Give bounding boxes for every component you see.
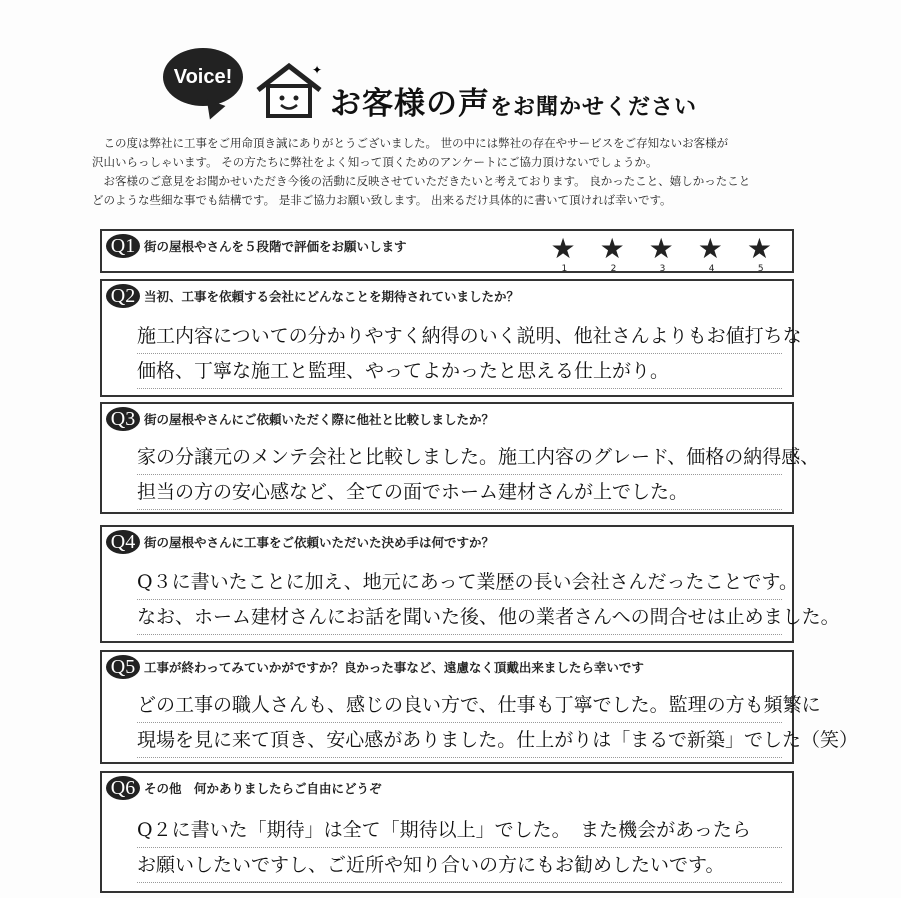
question-1: Q1 街の屋根やさんを５段階で評価をお願いします ★ 1 ★ 2 ★ 3 ★ 4 ★ 5 — [100, 229, 794, 273]
answer-text: 家の分譲元のメンテ会社と比較しました。施工内容のグレード、価格の納得感、 担当の方の安心感など、全ての面でホーム建材さんが上でした。 — [137, 440, 782, 510]
answer-text: Q２に書いた「期待」は全て「期待以上」でした。 また機会があったら お願いしたいですし、ご近所や知り合いの方にもお勧めしたいです。 — [137, 813, 782, 883]
star-icon: ★ 3 — [648, 232, 674, 274]
question-4: Q4 街の屋根やさんに工事をご依頼いただいた決め手は何ですか？ Q３に書いたことに加え、地元にあって業歴の長い会社さんだったことです。 なお、ホーム建材さんにお話を聞いた後、他の業者さんへの問合せは止めました。 — [100, 525, 794, 643]
star-icon: ★ 5 — [746, 232, 772, 274]
answer-text: Q３に書いたことに加え、地元にあって業歴の長い会社さんだったことです。 なお、ホーム建材さんにお話を聞いた後、他の業者さんへの問合せは止めました。 — [137, 565, 782, 635]
svg-text:✦: ✦ — [312, 63, 323, 77]
house-face-icon — [252, 60, 326, 120]
question-5: Q5 工事が終わってみていかがですか？良かった事など、遠慮なく頂戴出来ましたら幸いです どの工事の職人さんも、感じの良い方で、仕事も丁寧でした。監理の方も頻繁に 現場を見に来て頂き、安心感がありました。仕上がりは「まるで新築」でした（笑） — [100, 650, 794, 764]
star-icon: ★ 2 — [599, 232, 625, 274]
voice-badge: Voice! — [163, 48, 243, 106]
question-3: Q3 街の屋根やさんにご依頼いただく際に他社と比較しましたか？ 家の分譲元のメンテ会社と比較しました。施工内容のグレード、価格の納得感、 担当の方の安心感など、全ての面でホーム建材さんが上でした。 — [100, 402, 794, 514]
star-icon: ★ 1 — [550, 232, 576, 274]
intro-text: この度は弊社に工事をご用命頂き誠にありがとうございました。 世の中には弊社の存在やサービスをご存知ないお客様が 沢山いらっしゃいます。 その方たちに弊社をよく知って頂くためのアンケートにご協力頂けないでしょうか。 お客様のご意見をお聞かせいただき今後の活動に反映させていただきたいと考えております。 良かったこと、嬉しかったこと どのような些細な事でも結構です。 是非ご協力お願い致します。 出来るだけ具体的に書いて頂ければ幸いです。 — [92, 136, 751, 207]
answer-text: 施工内容についての分かりやすく納得のいく説明、他社さんよりもお値打ちな 価格、丁寧な施工と監理、やってよかったと思える仕上がり。 — [137, 319, 782, 389]
star-icon: ★ 4 — [697, 232, 723, 274]
page-title: お客様の声をお聞かせください — [330, 86, 698, 122]
answer-text: どの工事の職人さんも、感じの良い方で、仕事も丁寧でした。監理の方も頻繁に 現場を見に来て頂き、安心感がありました。仕上がりは「まるで新築」でした（笑） — [137, 688, 782, 758]
question-6: Q6 その他 何かありましたらご自由にどうぞ Q２に書いた「期待」は全て「期待以上」でした。 また機会があったら お願いしたいですし、ご近所や知り合いの方にもお勧めしたいです。 — [100, 771, 794, 893]
rating-stars — [550, 232, 772, 274]
question-2: Q2 当初、工事を依頼する会社にどんなことを期待されていましたか？ 施工内容についての分かりやすく納得のいく説明、他社さんよりもお値打ちな 価格、丁寧な施工と監理、やってよかったと思える仕上がり。 — [100, 279, 794, 397]
